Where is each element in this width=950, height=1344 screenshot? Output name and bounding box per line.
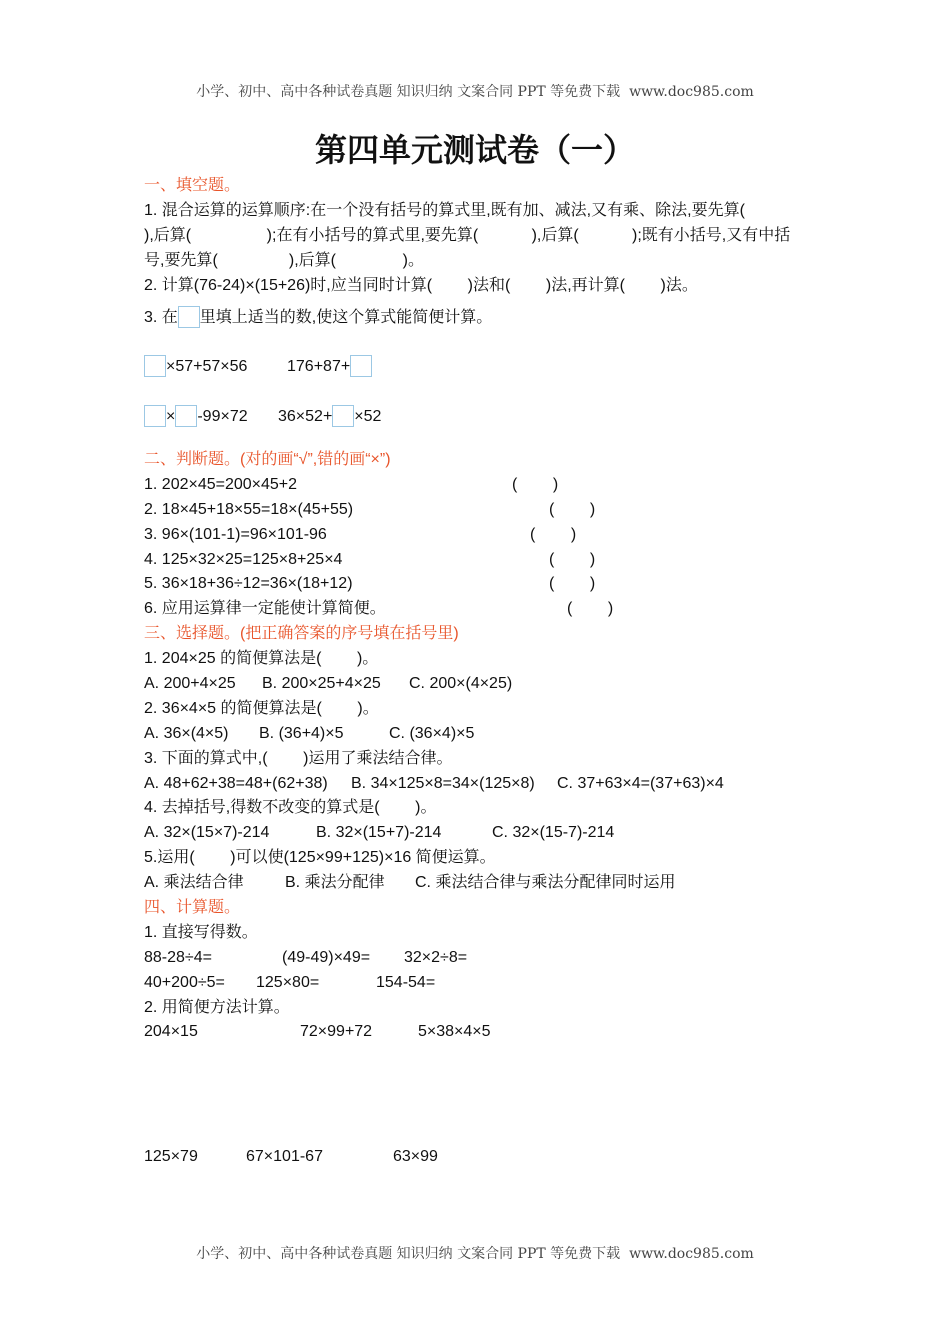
calc-item: 125×80= xyxy=(256,974,320,991)
calc-item: (49-49)×49= xyxy=(282,949,371,966)
calc-item: 67×101-67 xyxy=(246,1148,323,1165)
question-text: 2. 计算(76-24)×(15+26)时,应当同时计算( )法和( )法,再计算( )法。 xyxy=(144,277,698,294)
page-title: 第四单元测试卷（一） xyxy=(314,132,635,168)
option-c: C. 32×(15-7)-214 xyxy=(492,824,615,841)
page-footer: 小学、初中、高中各种试卷真题 知识归纳 文案合同 PPT 等免费下载 www.doc985.com xyxy=(196,1246,754,1262)
answer-paren[interactable]: ( ) xyxy=(549,575,596,592)
judge-item: 2. 18×45+18×55=18×(45+55) xyxy=(144,501,354,518)
option-b: B. (36+4)×5 xyxy=(259,725,344,742)
answer-box[interactable] xyxy=(144,355,166,377)
judge-item: 5. 36×18+36÷12=36×(18+12) xyxy=(144,575,353,592)
expression xyxy=(278,405,381,427)
option-c: C. 乘法结合律与乘法分配律同时运用 xyxy=(415,874,676,891)
option-a: A. 32×(15×7)-214 xyxy=(144,824,270,841)
expr-text: -99×72 xyxy=(197,408,248,425)
answer-paren[interactable]: ( ) xyxy=(567,600,614,617)
subheading: 2. 用简便方法计算。 xyxy=(144,999,290,1016)
answer-box[interactable] xyxy=(350,355,372,377)
question-text xyxy=(144,306,492,328)
calc-item: 204×15 xyxy=(144,1023,198,1040)
answer-box[interactable] xyxy=(175,405,197,427)
page-header: 小学、初中、高中各种试卷真题 知识归纳 文案合同 PPT 等免费下载 www.doc985.com xyxy=(196,84,754,100)
answer-paren[interactable]: ( ) xyxy=(549,551,596,568)
calc-item: 5×38×4×5 xyxy=(418,1023,491,1040)
judge-item: 4. 125×32×25=125×8+25×4 xyxy=(144,551,343,568)
option-a: A. 乘法结合律 xyxy=(144,874,244,891)
expr-text: ×52 xyxy=(354,408,382,425)
expression xyxy=(144,355,247,377)
expression xyxy=(144,405,248,427)
option-b: B. 32×(15+7)-214 xyxy=(316,824,442,841)
option-a: A. 200+4×25 xyxy=(144,675,236,692)
section-heading: 四、计算题。 xyxy=(144,899,241,916)
section-heading: 一、填空题。 xyxy=(144,177,241,194)
judge-item: 1. 202×45=200×45+2 xyxy=(144,476,298,493)
option-c: C. 200×(4×25) xyxy=(409,675,513,692)
answer-paren[interactable]: ( ) xyxy=(530,526,577,543)
section-heading: 三、选择题。(把正确答案的序号填在括号里) xyxy=(144,625,459,642)
answer-box[interactable] xyxy=(178,306,200,328)
calc-item: 40+200÷5= xyxy=(144,974,225,991)
expr-text: × xyxy=(166,408,176,425)
option-c: C. 37+63×4=(37+63)×4 xyxy=(557,775,724,792)
answer-paren[interactable]: ( ) xyxy=(512,476,559,493)
expr-text: ×57+57×56 xyxy=(166,358,248,375)
judge-item: 3. 96×(101-1)=96×101-96 xyxy=(144,526,327,543)
q3-text: 3. 在 xyxy=(144,309,178,326)
answer-paren[interactable]: ( ) xyxy=(549,501,596,518)
choice-question: 1. 204×25 的简便算法是( )。 xyxy=(144,650,379,667)
calc-item: 125×79 xyxy=(144,1148,198,1165)
calc-item: 154-54= xyxy=(376,974,436,991)
question-text: 1. 混合运算的运算顺序:在一个没有括号的算式里,既有加、减法,又有乘、除法,要先算( xyxy=(144,202,745,219)
calc-item: 63×99 xyxy=(393,1148,438,1165)
expr-text: 36×52+ xyxy=(278,408,333,425)
choice-question: 5.运用( )可以使(125×99+125)×16 简便运算。 xyxy=(144,849,496,866)
question-text: ),后算( );在有小括号的算式里,要先算( ),后算( );既有小括号,又有中括 xyxy=(144,227,791,244)
choice-question: 4. 去掉括号,得数不改变的算式是( )。 xyxy=(144,799,437,816)
choice-question: 2. 36×4×5 的简便算法是( )。 xyxy=(144,700,379,717)
option-b: B. 200×25+4×25 xyxy=(262,675,381,692)
subheading: 1. 直接写得数。 xyxy=(144,924,258,941)
question-text: 号,要先算( ),后算( )。 xyxy=(144,252,425,269)
calc-item: 88-28÷4= xyxy=(144,949,212,966)
expr-text: 176+87+ xyxy=(287,358,351,375)
answer-box[interactable] xyxy=(332,405,354,427)
judge-item: 6. 应用运算律一定能使计算简便。 xyxy=(144,600,386,617)
choice-question: 3. 下面的算式中,( )运用了乘法结合律。 xyxy=(144,750,453,767)
option-a: A. 36×(4×5) xyxy=(144,725,229,742)
option-a: A. 48+62+38=48+(62+38) xyxy=(144,775,328,792)
option-b: B. 34×125×8=34×(125×8) xyxy=(351,775,535,792)
answer-box[interactable] xyxy=(144,405,166,427)
expression xyxy=(287,355,372,377)
calc-item: 32×2÷8= xyxy=(404,949,468,966)
section-heading: 二、判断题。(对的画“√”,错的画“×”) xyxy=(144,451,391,468)
option-c: C. (36×4)×5 xyxy=(389,725,475,742)
calc-item: 72×99+72 xyxy=(300,1023,373,1040)
option-b: B. 乘法分配律 xyxy=(285,874,385,891)
q3-text: 里填上适当的数,使这个算式能简便计算。 xyxy=(199,309,493,326)
